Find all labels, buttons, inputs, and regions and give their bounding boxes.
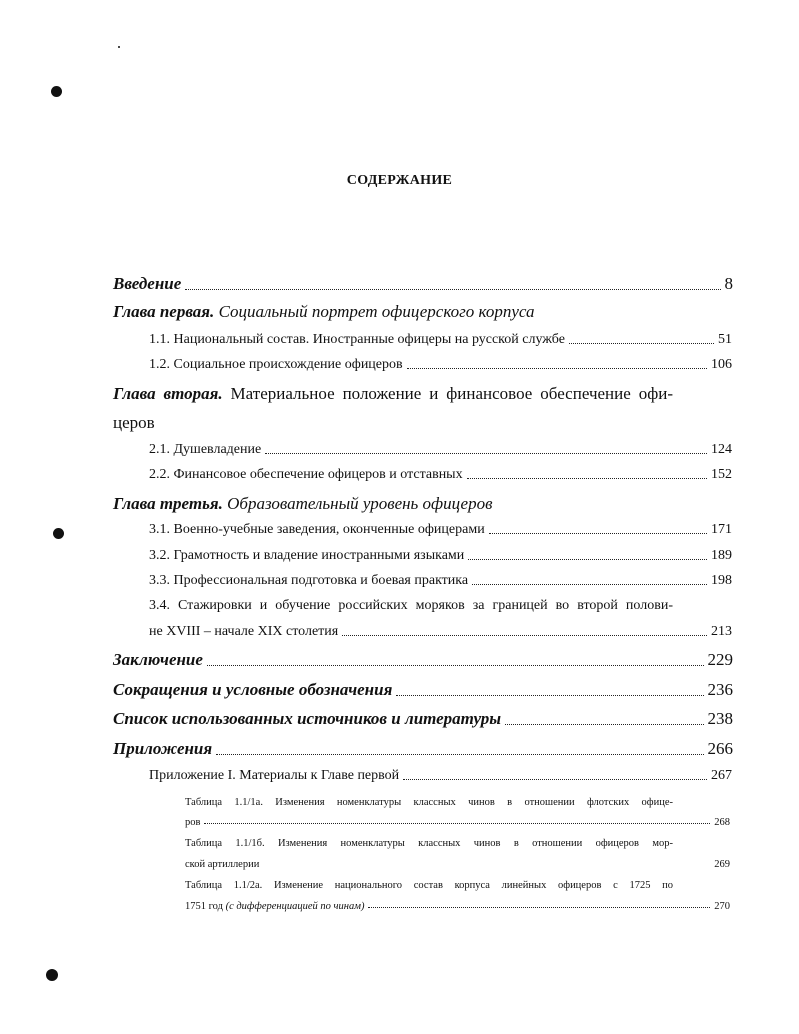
dot-leader [489,532,707,534]
page-number: 229 [707,650,733,669]
page-number: 266 [707,739,733,758]
dot-leader [185,288,720,290]
punch-mark-middle [53,528,64,539]
dot-leader [472,583,707,585]
toc-entry-3-4[interactable]: 3.4. Стажировки и обучение российских моряков за границей во второй полови- [149,598,673,613]
toc-chapter-1[interactable]: Глава первая. Социальный портрет офицерского корпуса [113,302,535,321]
toc-entry-conclusion[interactable]: Заключение 229 [113,650,733,669]
toc-chapter-3[interactable]: Глава третья. Образовательный уровень офицеров [113,494,493,513]
toc-entry-3-3[interactable]: 3.3. Профессиональная подготовка и боевая практика 198 [149,573,732,588]
page-number: 51 [718,332,732,347]
page-number: 236 [707,680,733,699]
toc-entry-1-2[interactable]: 1.2. Социальное происхождение офицеров 106 [149,357,732,372]
dot-leader [569,342,714,344]
dot-leader [403,778,707,780]
toc-entry-appendix-1[interactable]: Приложение I. Материалы к Главе первой 267 [149,768,732,783]
toc-entry-1-1[interactable]: 1.1. Национальный состав. Иностранные офицеры на русской службе 51 [149,332,732,347]
page-number: 124 [711,442,732,457]
punch-mark-bottom [46,969,58,981]
toc-entry-3-1[interactable]: 3.1. Военно-учебные заведения, оконченные офицерами 171 [149,522,732,537]
toc-table-1-1-1b[interactable]: Таблица 1.1/1б. Изменения номенклатуры классных чинов в отношении офицеров мор- [185,838,673,849]
toc-table-1-1-1a-cont[interactable]: ров 268 [185,817,730,828]
dot-leader [265,452,707,454]
scan-speck [118,46,120,48]
page-number: 270 [714,901,730,912]
toc-chapter-2[interactable]: Глава вторая. Материальное положение и финансовое обеспечение офи- [113,384,673,403]
page-number: 198 [711,573,732,588]
page-number: 269 [714,859,730,870]
toc-entry-2-1[interactable]: 2.1. Душевладение 124 [149,442,732,457]
dot-leader [368,906,710,908]
toc-table-1-1-2a[interactable]: Таблица 1.1/2а. Изменение национального состав корпуса линейных офицеров с 1725 по [185,880,673,891]
toc-table-1-1-1a[interactable]: Таблица 1.1/1а. Изменения номенклатуры классных чинов в отношении флотских офице- [185,797,673,808]
page-number: 8 [724,274,733,293]
dot-leader [207,664,704,666]
toc-entry-appendix[interactable]: Приложения 266 [113,739,733,758]
page-number: 189 [711,548,732,563]
dot-leader [407,367,707,369]
toc-entry-abbreviations[interactable]: Сокращения и условные обозначения 236 [113,680,733,699]
toc-chapter-2-cont: церов [113,413,155,432]
page-number: 152 [711,467,732,482]
dot-leader [342,634,707,636]
page-number: 213 [711,624,732,639]
toc-entry-2-2[interactable]: 2.2. Финансовое обеспечение офицеров и отставных 152 [149,467,732,482]
dot-leader [396,694,703,696]
page-number: 238 [707,709,733,728]
toc-entry-intro[interactable]: Введение 8 [113,274,733,293]
toc-table-1-1-2a-cont[interactable]: 1751 год (с дифференциацией по чинам) 270 [185,901,730,912]
page-number: 106 [711,357,732,372]
dot-leader [216,753,703,755]
page-number: 171 [711,522,732,537]
page-number: 267 [711,768,732,783]
toc-entry-3-4-cont[interactable]: не XVIII – начале XIX столетия 213 [149,624,732,639]
dot-leader [468,558,707,560]
dot-leader [505,723,703,725]
page-number: 268 [714,817,730,828]
dot-leader [467,477,707,479]
page-title: СОДЕРЖАНИЕ [346,173,453,188]
toc-entry-sources[interactable]: Список использованных источников и литературы 238 [113,709,733,728]
dot-leader [263,865,710,866]
punch-mark-top [51,86,62,97]
toc-table-1-1-1b-cont[interactable]: ской артиллерии 269 [185,859,730,870]
dot-leader [204,822,710,824]
toc-entry-3-2[interactable]: 3.2. Грамотность и владение иностранными языками 189 [149,548,732,563]
